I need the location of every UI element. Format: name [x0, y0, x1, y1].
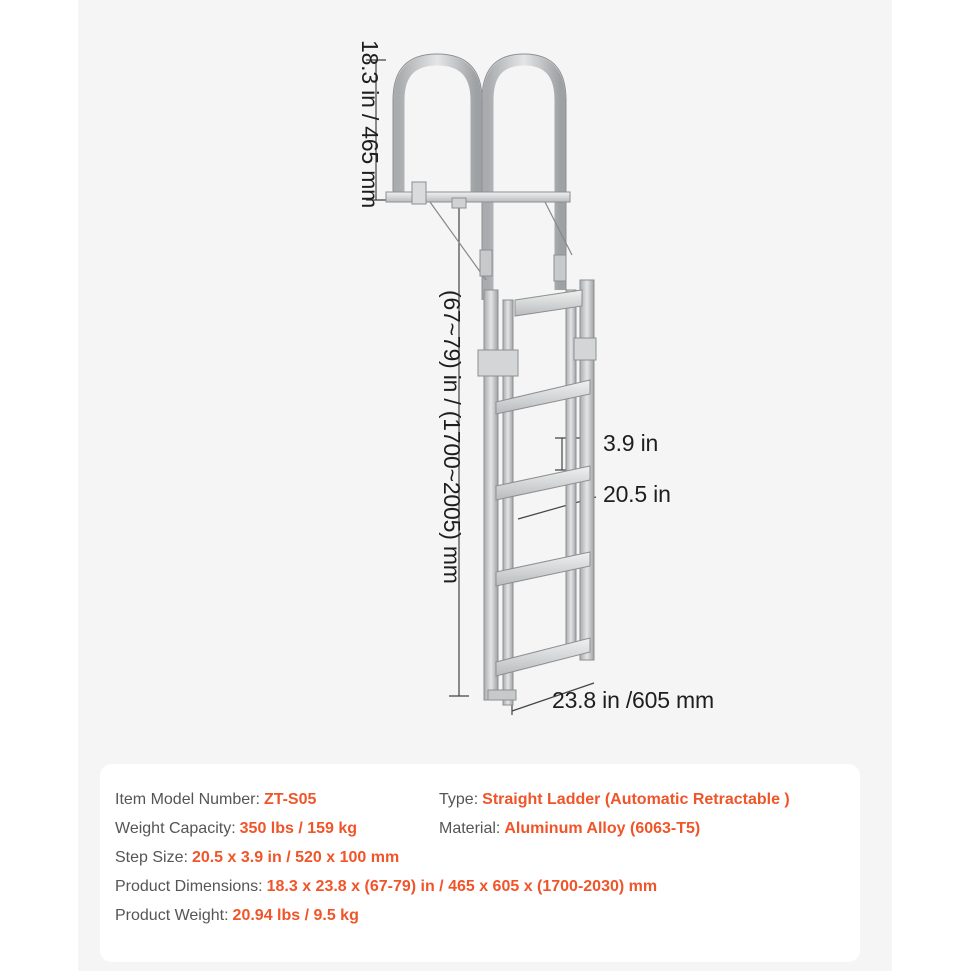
spec-dimensions — [115, 878, 657, 896]
spec-value: 20.94 lbs / 9.5 kg — [232, 907, 359, 924]
ladder-width-label: 23.8 in /605 mm — [552, 687, 714, 713]
mount-bracket — [386, 182, 572, 280]
spec-value: Aluminum Alloy (6063-T5) — [504, 820, 701, 837]
spec-material — [439, 820, 700, 838]
spec-step-size — [115, 849, 399, 867]
spec-value: 18.3 x 23.8 x (67-79) in / 465 x 605 x (1700-2030) mm — [266, 878, 658, 895]
ladder-height-label: (67~79) in / (1700~2005) mm — [439, 290, 465, 584]
spec-value: ZT-S05 — [263, 791, 317, 808]
step-depth-label: 3.9 in — [603, 430, 659, 456]
spec-weight — [115, 907, 359, 925]
spec-model — [115, 791, 316, 809]
spec-card — [100, 764, 860, 962]
handle-height-label: 18.3 in / 465 mm — [357, 40, 383, 209]
spec-label: Weight Capacity: — [115, 820, 236, 837]
spec-label: Material: — [439, 820, 501, 837]
spec-label: Product Weight: — [115, 907, 229, 924]
step-width-label: 20.5 in — [603, 481, 671, 507]
spec-value: 350 lbs / 159 kg — [239, 820, 358, 837]
spec-label: Step Size: — [115, 849, 188, 866]
spec-value: 20.5 x 3.9 in / 520 x 100 mm — [191, 849, 400, 866]
spec-label: Type: — [439, 791, 479, 808]
spec-label: Product Dimensions: — [115, 878, 263, 895]
spec-type — [439, 791, 790, 809]
spec-value: Straight Ladder (Automatic Retractable ) — [482, 791, 790, 808]
spec-label: Item Model Number: — [115, 791, 260, 808]
spec-capacity — [115, 820, 357, 838]
